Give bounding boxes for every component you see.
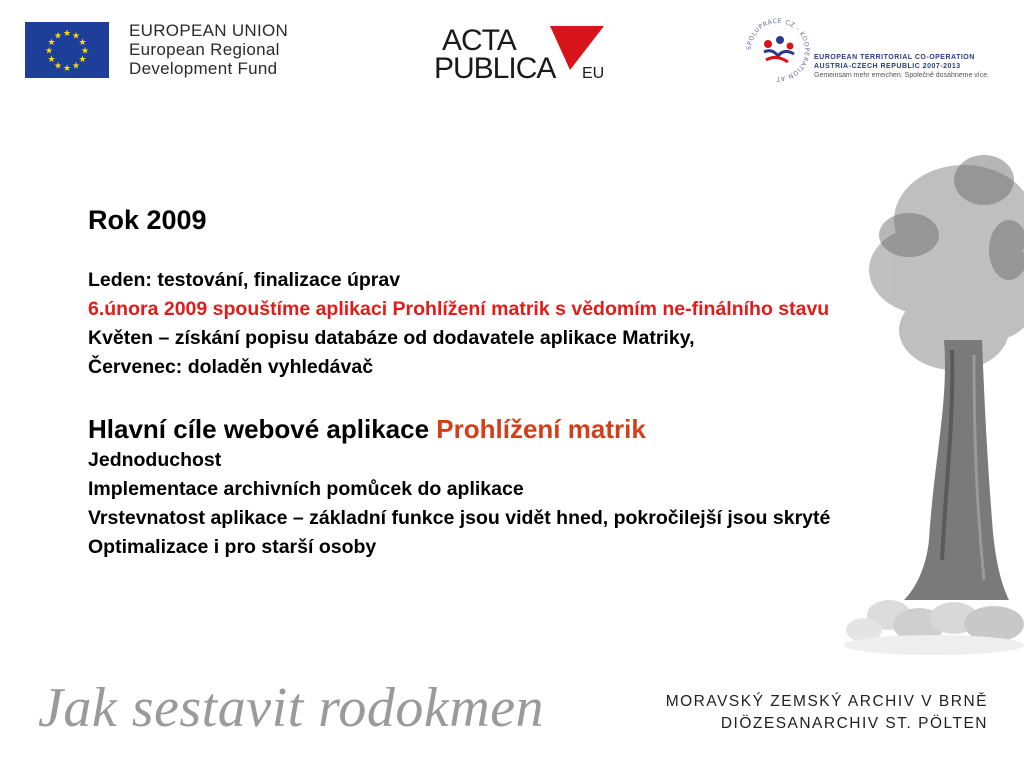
svg-text:★: ★: [71, 31, 81, 42]
acta-suffix: EU: [582, 65, 605, 82]
svg-text:★: ★: [78, 38, 87, 48]
slide-title: Rok 2009: [88, 205, 207, 235]
acta-publica-logo-mark: [432, 18, 612, 88]
footer-org-1: MORAVSKÝ ZEMSKÝ ARCHIV V BRNĚ: [665, 693, 988, 710]
svg-text:★: ★: [53, 31, 63, 42]
acta-triangle-icon: [550, 26, 604, 70]
timeline-line-may: Květen – získání popisu databáze od dodavatele aplikace Matriky,: [88, 327, 695, 349]
svg-text:★: ★: [62, 64, 72, 74]
footer-org-2: DIÖZESANARCHIV ST. PÖLTEN: [720, 715, 988, 732]
svg-text:★: ★: [62, 29, 72, 39]
etc-emblem-icon: [742, 12, 814, 88]
slide-content: [88, 202, 928, 562]
svg-text:★: ★: [53, 61, 63, 72]
eu-stars-icon: [25, 22, 109, 78]
eu-line-2: European Regional: [129, 40, 280, 59]
acta-line-2: PUBLICA: [434, 52, 556, 85]
etc-logo: [742, 12, 1002, 88]
goal-item: Implementace archivních pomůcek do aplikace: [88, 478, 524, 500]
goals-heading-accent: Prohlížení matrik: [436, 414, 646, 444]
eu-line-1: EUROPEAN UNION: [129, 21, 289, 40]
eu-line-3: Development Fund: [129, 59, 278, 78]
svg-text:★: ★: [47, 55, 56, 65]
eu-flag-icon: [25, 22, 109, 78]
etc-ring-text: SPOLUPRÁCE CZ - KOOPERATION AT: [745, 17, 811, 83]
etc-line-1: EUROPEAN TERRITORIAL CO-OPERATION: [814, 54, 975, 61]
svg-text:★: ★: [71, 61, 81, 72]
goal-item: Jednoduchost: [88, 449, 222, 471]
etc-line-2: AUSTRIA-CZECH REPUBLIC 2007-2013: [814, 63, 961, 70]
footer-script-title: Jak sestavit rodokmen: [38, 677, 545, 739]
eu-logo-text: [129, 21, 288, 78]
footer-organizations: [666, 691, 988, 735]
svg-text:★: ★: [44, 46, 54, 57]
acta-publica-logo: [432, 18, 612, 88]
goal-item: Vrstevnatost aplikace – základní funkce jsou vidět hned, pokročilejší jsou skryté: [88, 507, 831, 529]
svg-text:★: ★: [80, 46, 90, 57]
goals-heading-prefix: Hlavní cíle webové aplikace: [88, 414, 437, 444]
eu-logo: [25, 20, 295, 80]
timeline-line-january: Leden: testování, finalizace úprav: [88, 269, 401, 291]
etc-text: [814, 53, 989, 80]
etc-line-3: Gemeinsam mehr erreichen. Společně dosáhneme více.: [814, 72, 990, 79]
goals-heading: [88, 412, 928, 446]
acta-line-1: ACTA: [442, 24, 516, 57]
timeline-line-february: 6.února 2009 spouštíme aplikaci Prohlížení matrik s vědomím ne-finálního stavu: [88, 298, 830, 320]
svg-text:★: ★: [78, 55, 87, 65]
goal-item: Optimalizace i pro starší osoby: [88, 536, 377, 558]
timeline-line-july: Červenec: doladěn vyhledávač: [88, 356, 374, 378]
svg-text:★: ★: [47, 38, 56, 48]
